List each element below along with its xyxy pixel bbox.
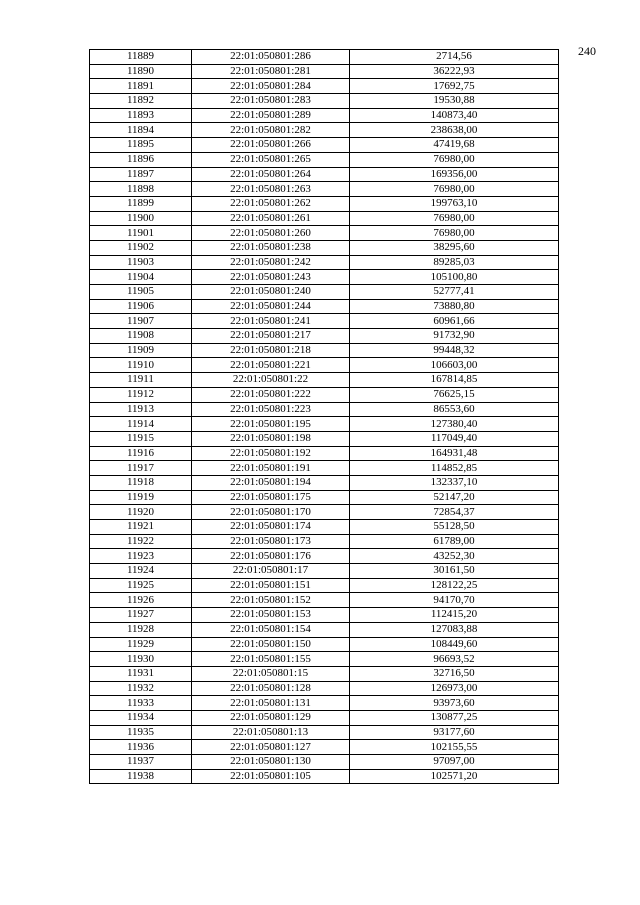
cadastral-number-cell: 22:01:050801:244 <box>192 299 350 314</box>
value-cell: 106603,00 <box>350 358 559 373</box>
cadastral-number-cell: 22:01:050801:153 <box>192 608 350 623</box>
value-cell: 167814,85 <box>350 373 559 388</box>
value-cell: 76980,00 <box>350 182 559 197</box>
row-number-cell: 11913 <box>90 402 192 417</box>
row-number-cell: 11917 <box>90 461 192 476</box>
value-cell: 102155,55 <box>350 740 559 755</box>
row-number-cell: 11901 <box>90 226 192 241</box>
row-number-cell: 11907 <box>90 314 192 329</box>
table-row <box>90 123 559 138</box>
table-row <box>90 490 559 505</box>
cadastral-number-cell: 22:01:050801:218 <box>192 343 350 358</box>
row-number-cell: 11937 <box>90 755 192 770</box>
value-cell: 76980,00 <box>350 226 559 241</box>
cadastral-number-cell: 22:01:050801:282 <box>192 123 350 138</box>
row-number-cell: 11908 <box>90 329 192 344</box>
cadastral-number-cell: 22:01:050801:17 <box>192 564 350 579</box>
row-number-cell: 11932 <box>90 681 192 696</box>
value-cell: 105100,80 <box>350 270 559 285</box>
cadastral-number-cell: 22:01:050801:261 <box>192 211 350 226</box>
value-cell: 19530,88 <box>350 94 559 109</box>
cadastral-number-cell: 22:01:050801:154 <box>192 622 350 637</box>
row-number-cell: 11896 <box>90 152 192 167</box>
table-row <box>90 534 559 549</box>
cadastral-number-cell: 22:01:050801:191 <box>192 461 350 476</box>
value-cell: 117049,40 <box>350 431 559 446</box>
table-row <box>90 94 559 109</box>
value-cell: 30161,50 <box>350 564 559 579</box>
cadastral-number-cell: 22:01:050801:128 <box>192 681 350 696</box>
row-number-cell: 11935 <box>90 725 192 740</box>
value-cell: 164931,48 <box>350 446 559 461</box>
cadastral-number-cell: 22:01:050801:13 <box>192 725 350 740</box>
table-row <box>90 652 559 667</box>
table-row <box>90 270 559 285</box>
table-row <box>90 226 559 241</box>
value-cell: 97097,00 <box>350 755 559 770</box>
value-cell: 140873,40 <box>350 108 559 123</box>
row-number-cell: 11926 <box>90 593 192 608</box>
table-row <box>90 681 559 696</box>
table-row <box>90 593 559 608</box>
table-row <box>90 373 559 388</box>
value-cell: 93177,60 <box>350 725 559 740</box>
table-row <box>90 402 559 417</box>
cadastral-number-cell: 22:01:050801:131 <box>192 696 350 711</box>
row-number-cell: 11923 <box>90 549 192 564</box>
cadastral-number-cell: 22:01:050801:221 <box>192 358 350 373</box>
cadastral-number-cell: 22:01:050801:266 <box>192 138 350 153</box>
cadastral-number-cell: 22:01:050801:173 <box>192 534 350 549</box>
cadastral-number-cell: 22:01:050801:192 <box>192 446 350 461</box>
table-row <box>90 578 559 593</box>
table-row <box>90 505 559 520</box>
cadastral-number-cell: 22:01:050801:176 <box>192 549 350 564</box>
table-row <box>90 549 559 564</box>
table-row <box>90 196 559 211</box>
row-number-cell: 11931 <box>90 666 192 681</box>
value-cell: 128122,25 <box>350 578 559 593</box>
table-row <box>90 387 559 402</box>
cadastral-number-cell: 22:01:050801:130 <box>192 755 350 770</box>
cadastral-number-cell: 22:01:050801:170 <box>192 505 350 520</box>
table-row <box>90 666 559 681</box>
value-cell: 60961,66 <box>350 314 559 329</box>
row-number-cell: 11894 <box>90 123 192 138</box>
table-row <box>90 637 559 652</box>
cadastral-number-cell: 22:01:050801:238 <box>192 240 350 255</box>
cadastral-number-cell: 22:01:050801:151 <box>192 578 350 593</box>
row-number-cell: 11936 <box>90 740 192 755</box>
value-cell: 130877,25 <box>350 710 559 725</box>
value-cell: 73880,80 <box>350 299 559 314</box>
cadastral-number-cell: 22:01:050801:289 <box>192 108 350 123</box>
row-number-cell: 11891 <box>90 79 192 94</box>
value-cell: 2714,56 <box>350 50 559 65</box>
cadastral-number-cell: 22:01:050801:283 <box>192 94 350 109</box>
row-number-cell: 11921 <box>90 520 192 535</box>
row-number-cell: 11912 <box>90 387 192 402</box>
table-row <box>90 314 559 329</box>
cadastral-number-cell: 22:01:050801:174 <box>192 520 350 535</box>
table-row <box>90 152 559 167</box>
table-row <box>90 461 559 476</box>
table-row <box>90 167 559 182</box>
cadastral-number-cell: 22:01:050801:262 <box>192 196 350 211</box>
table-row <box>90 431 559 446</box>
table-row <box>90 358 559 373</box>
row-number-cell: 11916 <box>90 446 192 461</box>
value-cell: 94170,70 <box>350 593 559 608</box>
row-number-cell: 11930 <box>90 652 192 667</box>
cadastral-number-cell: 22:01:050801:241 <box>192 314 350 329</box>
cadastral-number-cell: 22:01:050801:281 <box>192 64 350 79</box>
table-body <box>90 50 559 784</box>
value-cell: 108449,60 <box>350 637 559 652</box>
cadastral-number-cell: 22:01:050801:264 <box>192 167 350 182</box>
value-cell: 52147,20 <box>350 490 559 505</box>
value-cell: 132337,10 <box>350 475 559 490</box>
row-number-cell: 11892 <box>90 94 192 109</box>
table-row <box>90 475 559 490</box>
row-number-cell: 11909 <box>90 343 192 358</box>
table-row <box>90 50 559 65</box>
row-number-cell: 11929 <box>90 637 192 652</box>
table-row <box>90 64 559 79</box>
cadastral-number-cell: 22:01:050801:260 <box>192 226 350 241</box>
value-cell: 112415,20 <box>350 608 559 623</box>
value-cell: 52777,41 <box>350 285 559 300</box>
row-number-cell: 11899 <box>90 196 192 211</box>
value-cell: 36222,93 <box>350 64 559 79</box>
value-cell: 86553,60 <box>350 402 559 417</box>
row-number-cell: 11914 <box>90 417 192 432</box>
cadastral-number-cell: 22:01:050801:15 <box>192 666 350 681</box>
cadastral-number-cell: 22:01:050801:198 <box>192 431 350 446</box>
table-row <box>90 446 559 461</box>
row-number-cell: 11918 <box>90 475 192 490</box>
value-cell: 127380,40 <box>350 417 559 432</box>
table-row <box>90 696 559 711</box>
row-number-cell: 11922 <box>90 534 192 549</box>
table-row <box>90 755 559 770</box>
table-row <box>90 740 559 755</box>
cadastral-number-cell: 22:01:050801:286 <box>192 50 350 65</box>
row-number-cell: 11905 <box>90 285 192 300</box>
table-row <box>90 138 559 153</box>
row-number-cell: 11934 <box>90 710 192 725</box>
value-cell: 126973,00 <box>350 681 559 696</box>
table-row <box>90 608 559 623</box>
table-row <box>90 343 559 358</box>
row-number-cell: 11928 <box>90 622 192 637</box>
row-number-cell: 11897 <box>90 167 192 182</box>
row-number-cell: 11910 <box>90 358 192 373</box>
table-row <box>90 285 559 300</box>
table-row <box>90 255 559 270</box>
table-row <box>90 564 559 579</box>
row-number-cell: 11927 <box>90 608 192 623</box>
row-number-cell: 11900 <box>90 211 192 226</box>
row-number-cell: 11893 <box>90 108 192 123</box>
cadastral-number-cell: 22:01:050801:129 <box>192 710 350 725</box>
table-row <box>90 520 559 535</box>
value-cell: 102571,20 <box>350 769 559 784</box>
value-cell: 32716,50 <box>350 666 559 681</box>
cadastral-number-cell: 22:01:050801:195 <box>192 417 350 432</box>
row-number-cell: 11915 <box>90 431 192 446</box>
table-row <box>90 240 559 255</box>
cadastral-number-cell: 22:01:050801:194 <box>192 475 350 490</box>
cadastral-number-cell: 22:01:050801:150 <box>192 637 350 652</box>
cadastral-number-cell: 22:01:050801:263 <box>192 182 350 197</box>
row-number-cell: 11925 <box>90 578 192 593</box>
table-row <box>90 182 559 197</box>
table-row <box>90 108 559 123</box>
cadastral-number-cell: 22:01:050801:265 <box>192 152 350 167</box>
value-cell: 43252,30 <box>350 549 559 564</box>
value-cell: 17692,75 <box>350 79 559 94</box>
value-cell: 76625,15 <box>350 387 559 402</box>
cadastral-number-cell: 22:01:050801:127 <box>192 740 350 755</box>
cadastral-number-cell: 22:01:050801:217 <box>192 329 350 344</box>
row-number-cell: 11920 <box>90 505 192 520</box>
value-cell: 238638,00 <box>350 123 559 138</box>
table-row <box>90 622 559 637</box>
cadastral-number-cell: 22:01:050801:243 <box>192 270 350 285</box>
row-number-cell: 11898 <box>90 182 192 197</box>
row-number-cell: 11933 <box>90 696 192 711</box>
value-cell: 114852,85 <box>350 461 559 476</box>
table-row <box>90 79 559 94</box>
cadastral-number-cell: 22:01:050801:284 <box>192 79 350 94</box>
cadastral-number-cell: 22:01:050801:223 <box>192 402 350 417</box>
table-row <box>90 211 559 226</box>
value-cell: 91732,90 <box>350 329 559 344</box>
row-number-cell: 11903 <box>90 255 192 270</box>
row-number-cell: 11911 <box>90 373 192 388</box>
cadastral-number-cell: 22:01:050801:22 <box>192 373 350 388</box>
value-cell: 96693,52 <box>350 652 559 667</box>
cadastral-number-cell: 22:01:050801:155 <box>192 652 350 667</box>
table-row <box>90 417 559 432</box>
value-cell: 89285,03 <box>350 255 559 270</box>
value-cell: 127083,88 <box>350 622 559 637</box>
row-number-cell: 11919 <box>90 490 192 505</box>
row-number-cell: 11906 <box>90 299 192 314</box>
value-cell: 99448,32 <box>350 343 559 358</box>
cadastral-number-cell: 22:01:050801:152 <box>192 593 350 608</box>
value-cell: 38295,60 <box>350 240 559 255</box>
value-cell: 93973,60 <box>350 696 559 711</box>
table-row <box>90 710 559 725</box>
page-number: 240 <box>578 44 596 58</box>
value-cell: 61789,00 <box>350 534 559 549</box>
row-number-cell: 11890 <box>90 64 192 79</box>
table-row <box>90 329 559 344</box>
cadastral-number-cell: 22:01:050801:105 <box>192 769 350 784</box>
table-row <box>90 769 559 784</box>
value-cell: 76980,00 <box>350 152 559 167</box>
value-cell: 76980,00 <box>350 211 559 226</box>
value-cell: 199763,10 <box>350 196 559 211</box>
data-table <box>89 49 559 784</box>
value-cell: 72854,37 <box>350 505 559 520</box>
table-row <box>90 725 559 740</box>
row-number-cell: 11924 <box>90 564 192 579</box>
cadastral-number-cell: 22:01:050801:242 <box>192 255 350 270</box>
value-cell: 55128,50 <box>350 520 559 535</box>
value-cell: 47419,68 <box>350 138 559 153</box>
cadastral-number-cell: 22:01:050801:240 <box>192 285 350 300</box>
cadastral-number-cell: 22:01:050801:175 <box>192 490 350 505</box>
row-number-cell: 11938 <box>90 769 192 784</box>
row-number-cell: 11889 <box>90 50 192 65</box>
table-row <box>90 299 559 314</box>
row-number-cell: 11895 <box>90 138 192 153</box>
row-number-cell: 11902 <box>90 240 192 255</box>
row-number-cell: 11904 <box>90 270 192 285</box>
cadastral-number-cell: 22:01:050801:222 <box>192 387 350 402</box>
value-cell: 169356,00 <box>350 167 559 182</box>
